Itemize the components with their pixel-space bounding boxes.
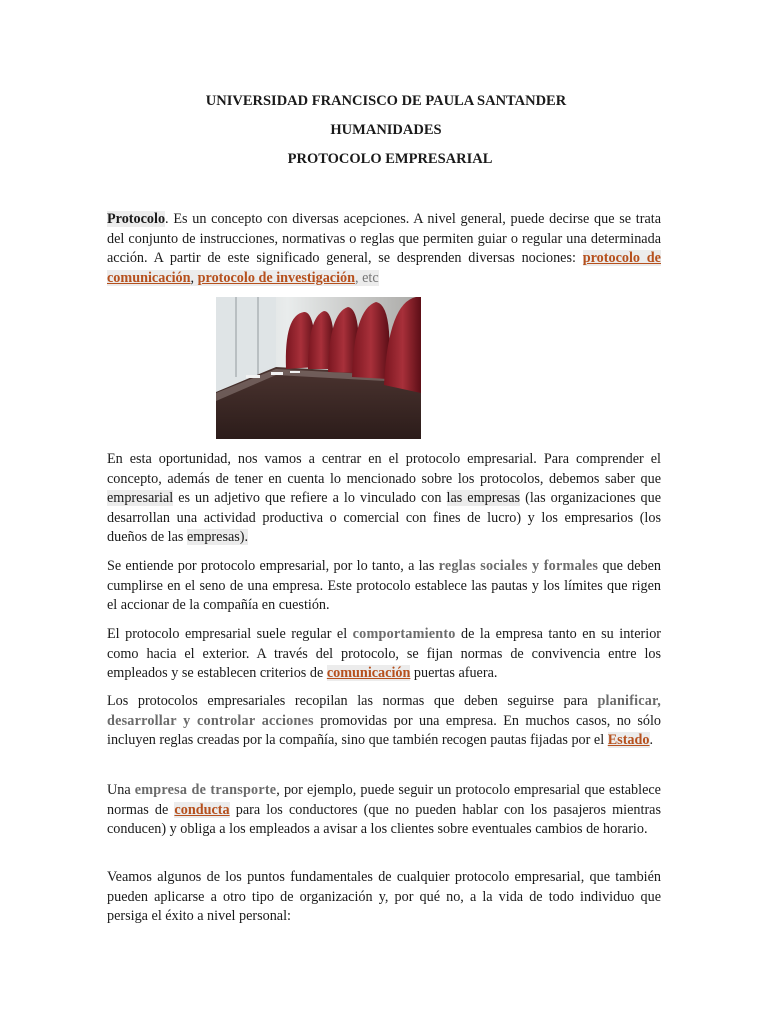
- paragraph-text: promovidas por una empresa. En muchos casos, no sólo incluyen reglas creadas por la compañía, sino que también recogen pautas fijadas por el: [107, 712, 661, 748]
- paragraph-text: El protocolo empresarial suele regular el: [107, 626, 353, 642]
- paragraph-text: puertas afuera.: [410, 665, 498, 681]
- paragraph-example: [107, 781, 661, 840]
- term-las-empresas: las empresas: [446, 490, 521, 506]
- term-empresarial: empresarial: [107, 490, 174, 506]
- paragraph-text: .: [649, 732, 654, 748]
- link-protocolo-investigacion[interactable]: protocolo de investigación: [197, 269, 356, 286]
- term-empresa-transporte: empresa de transporte: [134, 782, 277, 798]
- term-comportamiento: comportamiento: [352, 626, 456, 642]
- link-estado[interactable]: Estado: [607, 732, 650, 748]
- link-comunicacion[interactable]: comunicación: [326, 665, 411, 681]
- paragraph-text: En esta oportunidad, nos vamos a centrar en el protocolo empresarial. Para comprender el concepto, además de tener en cuenta lo mencionado sobre los protocolos, debemos saber que: [107, 451, 661, 487]
- paragraph-text: para los conductores (que no pueden hablar con los pasajeros mientras conducen) y obliga a los empleados a avisar a los clientes sobre eventuales cambios de horario.: [107, 801, 661, 837]
- paragraph-text: ).: [239, 529, 249, 545]
- paragraph-text: (las organizaciones que desarrollan una actividad productiva o comercial con fines de lucro) y los empresarios (los dueños de las: [107, 490, 661, 545]
- term-protocolo: Protocolo: [107, 211, 166, 227]
- university-heading: UNIVERSIDAD FRANCISCO DE PAULA SANTANDER: [205, 93, 567, 109]
- paragraph-text: Una: [107, 782, 135, 798]
- paragraph-norms: [107, 692, 661, 751]
- separator-text: ,: [190, 269, 198, 286]
- paragraph-text: es un adjetivo que refiere a lo vinculado con: [173, 490, 447, 506]
- link-protocolo-comunicacion[interactable]: protocolo de comunicación: [107, 250, 661, 286]
- paragraph-fundamentals: [107, 868, 661, 927]
- link-conducta[interactable]: conducta: [174, 801, 230, 818]
- term-reglas: reglas sociales y formales: [438, 558, 599, 574]
- etc-text: , etc: [355, 269, 379, 286]
- paragraph-text: Se entiende por protocolo empresarial, por lo tanto, a las: [107, 558, 439, 574]
- paragraph-text: , por ejemplo, puede seguir un protocolo empresarial que establece normas de: [107, 782, 661, 818]
- paragraph-text: Veamos algunos de los puntos fundamentales de cualquier protocolo empresarial, que también pueden aplicarse a otro tipo de organización y, por qué no, a la vida de todo individuo que persiga el éxito a nivel personal:: [107, 869, 661, 924]
- paragraph-definition: [107, 210, 661, 288]
- term-empresas: empresas: [187, 529, 240, 545]
- conference-room-chairs-icon: [216, 297, 421, 439]
- document-title: PROTOCOLO EMPRESARIAL: [287, 151, 493, 167]
- paragraph-definition-rules: [107, 557, 661, 616]
- term-planificar: planificar, desarrollar y controlar acciones: [107, 693, 661, 729]
- department-heading: HUMANIDADES: [330, 122, 442, 138]
- paragraph-concept: [107, 450, 661, 548]
- paragraph-text: Los protocolos empresariales recopilan las normas que deben seguirse para: [107, 693, 598, 709]
- paragraph-text: . Es un concepto con diversas acepciones. A nivel general, puede decirse que se trata del conjunto de instrucciones, normativas o reglas que permiten guiar o regular una determinada acción. A partir de este significado general, se desprenden diversas nociones:: [107, 211, 661, 266]
- paragraph-text: de la empresa tanto en su interior como hacia el exterior. A través del protocolo, se fijan normas de convivencia entre los empleados y se establecen criterios de: [107, 626, 662, 681]
- paragraph-text: que deben cumplirse en el seno de una empresa. Este protocolo establece las pautas y los límites que rigen el accionar de la compañía en cuestión.: [107, 558, 661, 613]
- paragraph-behavior: [107, 625, 661, 684]
